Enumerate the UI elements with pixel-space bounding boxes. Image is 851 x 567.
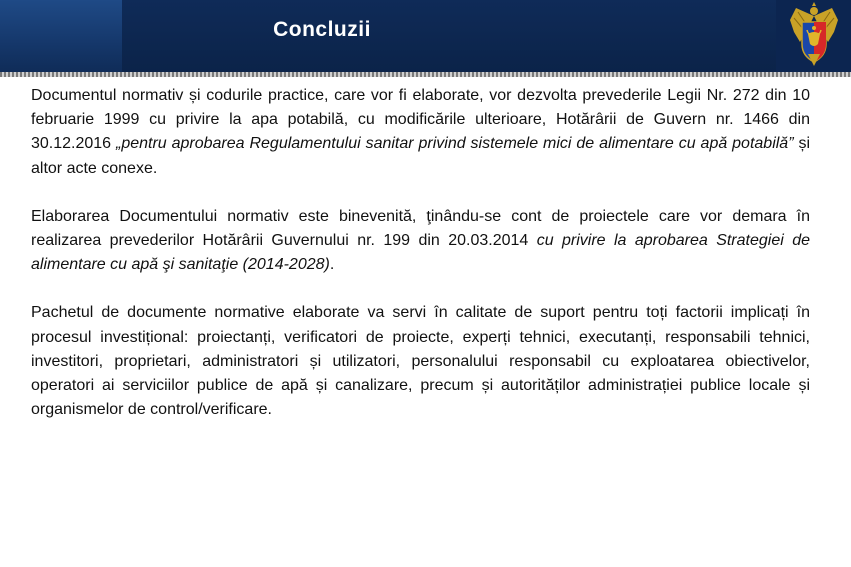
paragraph-1: Documentul normativ și codurile practice, care vor fi elaborate, vor dezvolta prevederile Legii Nr. 272 din 10 februarie 1999 cu privire la apa potabilă, cu modificările ulterioare, Hotărârii de Guvern nr. 1466 din 30.12.2016 „pentru aprobarea Regulamentului sanitar privind sistemele mici de alimentare cu apă potabilă” și altor acte conexe. (31, 87, 811, 177)
page-title: Concluzii (273, 18, 371, 41)
header-divider (0, 72, 851, 77)
coat-of-arms-icon (786, 2, 842, 68)
header-bar (0, 0, 851, 72)
header-left-panel (0, 0, 122, 72)
paragraph-3: Pachetul de documente normative elaborate va servi în calitate de suport pentru toți factorii implicați în procesul investițional: proiectanți, verificatori de proiecte, experți tehnici, executanți, responsabili tehnici, investitori, proprietari, administratori și utilizatori, personalului responsabil cu exploatarea obiectivelor, operatori ai serviciilor publice de apă și canalizare, precum și autorităților administrației publice locale și organismelor de control/verificare. (31, 304, 810, 419)
paragraph-2: Elaborarea Documentului normativ este binevenită, ţinându-se cont de proiectele care vor demara în realizarea prevederilor Hotărârii Guvernului nr. 199 din 20.03.2014 cu privire la aprobarea Strategiei de alimentare cu apă şi sanitaţie (2014-2028). (31, 207, 810, 274)
content-area (31, 84, 810, 446)
